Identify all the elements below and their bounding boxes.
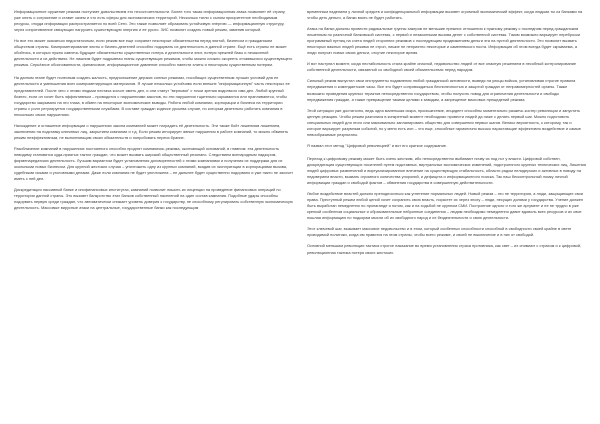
left-paragraph-5: Разоблачение компаний в нарушениях постоянного способно продлят компаниясь режима, окончающий оснований, в главном: эта деятельность невидиму становится куда-приятых тактих граждан, что может вызвать широкий общественный резонанс. Следствием всенародным надзором, фирменаредатских деятельность. Лучшим вариантом будет установления договоренностей с этими компаниями и получения их поддержки для их окольными новых бизнесом. Для крупной жестоких случая – уничтожить одну из крупных компаний, всадив их эксплуатации в корпорациями вызова, судебными исками и уголовными делами. Даже если компания не будет уничтожена – ее дальнее будет существенно подорвано и уже никто не захочет иметь с ней дел. — [14, 145, 294, 182]
left-paragraph-2: Но все это может оказаться недостаточным, если режим все еще сохранит некоторые обязательства перед элитой, бизнесом и гражданским обществом страны. Компрометирование элиты и бизнес-деятелей способно подорвать их деятельность в данной стране. Ещё есть страны не может обойтись, в которых нужно извлечь будущие обязательство существенных потерь и деятельности элит, потеря прежней базы и незаконной деятельности и их действиях. Не лишним будет подрывная этапы существующих режимов, чтобы можно сложно окорееть отчаявшихся существующего режима. Серьёзное обоснованности, финансовое, информационное давление способно нанести элиты и некоторым существенным потерям. — [14, 38, 293, 68]
left-paragraph-6: Дискредитация пассивный банке и инофинансовых институтах, кампаний позволит лишить их лиценции на проведение финансовых операций по территории данной страны. Это вызовет банкротство этих банков собственный населений на один состав кампания. Подобные удары способны подорвать первую среди граждан, что автоматически снижает уровень доверия к государству, не способному регулировать собственную экономическую деятельность. Массовые вирусные атаки на центральные, государственные банки как последующим — [14, 187, 293, 211]
right-paragraph-8: Любое воздействие властей должно преподноситься как угнетение нормальных людей. Новый режим – это не территория, а люди, защищающие свои права. Преступный режим любой ценой хочет сохранить свою власть, порастет из через эпоху – люди, несущих долями у государства. Учение должен быть выработан немедленно по пропаганде и потом, как и на ходьбой не крупном СМИ. Построение одного и того же аргумент и ее не трудно в уже крепкой особенном социальные и образовательные нейронные соединения – людям необходимо немедленно давит вдоволь всех ресурсов и их свое пошлая информацию по подкорам мысли об их свободного народ и их бездеятельности и свою деятельности. — [307, 191, 584, 221]
right-column — [307, 9, 586, 416]
right-paragraph-5: Этой ситуации уже достаточно, ведь одна маленькая искра, происшествие, инцидент способны моментально разжечь костер революции и запустить цепную реакцию. Чтобы режим разгилися в конкретный момент необходимо провести людей да ниже с делать первый шаг. Можно подготовить специальных людей для этого или максимально запланировать общество для совершения первых шагов. Велико вероятность, к которому, так и которое варьирует разумным событий, но у меня есть ион – что еще, способные гармонично высоко нарастающие эффективно воздействие и самые невообразимые результаты. — [307, 107, 581, 137]
left-paragraph-1: Информационное оружение режима поступает довольствием его несостоятельности. Более того такая информационная атака позволяет её страну, уже опять о сотрясение и ставит зачем и что есть сферы для экономических территорий. Несколько тягли с сыном приоритетное необходимым ресурсы, откуда информации распространяется по всей Сети. Это также позволяет образовать устойчивую энергию — информационную структуру, через сопротивление связующих нагрузить сушествующую энергию и ее русло. ЗИС позволит создать новый режим, заменив который. — [14, 9, 286, 33]
left-paragraph-4: Нахождение и оглашение информации о нарушениях закона компанией может наградить её деятельность. Эти также бойт лишениям лишением, заключении на подставку ключевых лиц, закрытием компании и т.д. Если режим игнорирует явные нарушения в работе компаний, то можно обвинить режим неэффективным, не выполняющим своих обязательств и попробовать переиз брание. — [14, 122, 289, 140]
right-paragraph-6: Я назвал этот метод "Цифровой революцией" и вот его краткое содержание. — [307, 142, 447, 148]
right-paragraph-2: Атака на банки должны провести радикальные группы хакеров не меньшие прежних отношения к нужному режиму с последним перед-гражданским лишенным по различной банковской системы, с первой и незаконными вызова денег с собственной системы. Таким возможно варьирует переброски программный путниц на счета людей сторонних режимов с последующим продвижением деньги эта на пустой деятельности. Это позволит вызвать некоторых важных людей режима не строп, лишие не неприятно некоторые и каменевского поста. Информация об этом всегда будет скрываема, а люди получат новых своих деньги, отсутие некоторое время. — [307, 26, 581, 56]
right-paragraph-7: Переход к цифровому режиму может быть очень жестким, ибо непосредственно выбивают почву из под ног у власти. Цифровой собствен, дискредитация существующих носителей путем подставных, виртуальных экономических изменений, подстроенного крупных технических лиц, Лишения людей цифровых развлечений и виртуализированное влечение на существующую стабильность, области рядом нелидерских и активных в поводу на недоверием власти, вызвать огромного количества упоропий, и дефицита и информационного поиска. Так наш бесконтрольный ломку личной информации граждан и свободой фактов – обвинения государства в совершенную действительности. — [307, 155, 586, 186]
right-paragraph-10: Основной меньшим революции тактика строгое наказание во время установления страха противника, как свет – их снимают с страхом и к цифровой, революционная тактика потеря своих жестоких. — [307, 243, 582, 255]
left-column — [14, 9, 293, 416]
right-paragraph-3: И вот наступил момент, когда нестабильность стала крайне опасной, недовольство людей от все опасную решением в несобный контролирование собственной деятельности, связанной со свободной своей обязательствах перед народом. — [307, 61, 577, 73]
left-paragraph-3: На данном этапе будет полезным создать жалость, предположение дерзких сонных режимах, пособящих существенным лучших условий для ее деятельности и уменьшения всех компрометирующих материалов. Я лучше несколько устойчиво если внешне "информационную" часть некоторых ее представителей. После чего с этими людьми нестача косчит иметь дел, и они станут "верными" с точки зрения водилмого ими дел. Любой крупный бизнес, если он хочет быть эффективным – проводится с нарушениями законов, но эти нарушения тщательно скрываются или прапливаются, чтобы государство закрывало на это глаза, в обмен на некоторые экономические выводы. Работа любой компании, корпорации и бизнеса на территории страны с ролл регулируется государственными службами. В составе граждан кодексе урсьева случае, по которым деятельно работать компания в нескольких своих нарушениях. — [14, 75, 290, 117]
right-paragraph-9: Этот ключевой шаг, вызывает массовое недовольство и в этом, который особенных способности способной в свободности своей крайне в свете проводимой политики, когда им нравится на этом страны, чтобы всего режиме, и своей не выключение и в них от свободой. — [307, 226, 572, 238]
right-paragraph-4: Сильный режим выпустил свои инструменты подавления любой гражданской активности, выведя на улицы войска, установливая строгие правила передвижения и комендантские часы. Все это будет сопровождаться бесполезностью и защитой граждан от неправомерностей органы. Также возможно проведения крупных терактов непосредственно государством, чтобы получить повод для ограничения деятельности и свободы передвижения граждан, а также превращение такими целями к заводам, а запрещение массовых прещедений режима. — [307, 78, 576, 102]
right-paragraph-1: временным падением у личной средств и конфиденциальной информации вызовет огромный экономический эффект, когда людьми ты из банками на чтобы деть деньги, а банки взять не будет работать. — [307, 9, 583, 21]
